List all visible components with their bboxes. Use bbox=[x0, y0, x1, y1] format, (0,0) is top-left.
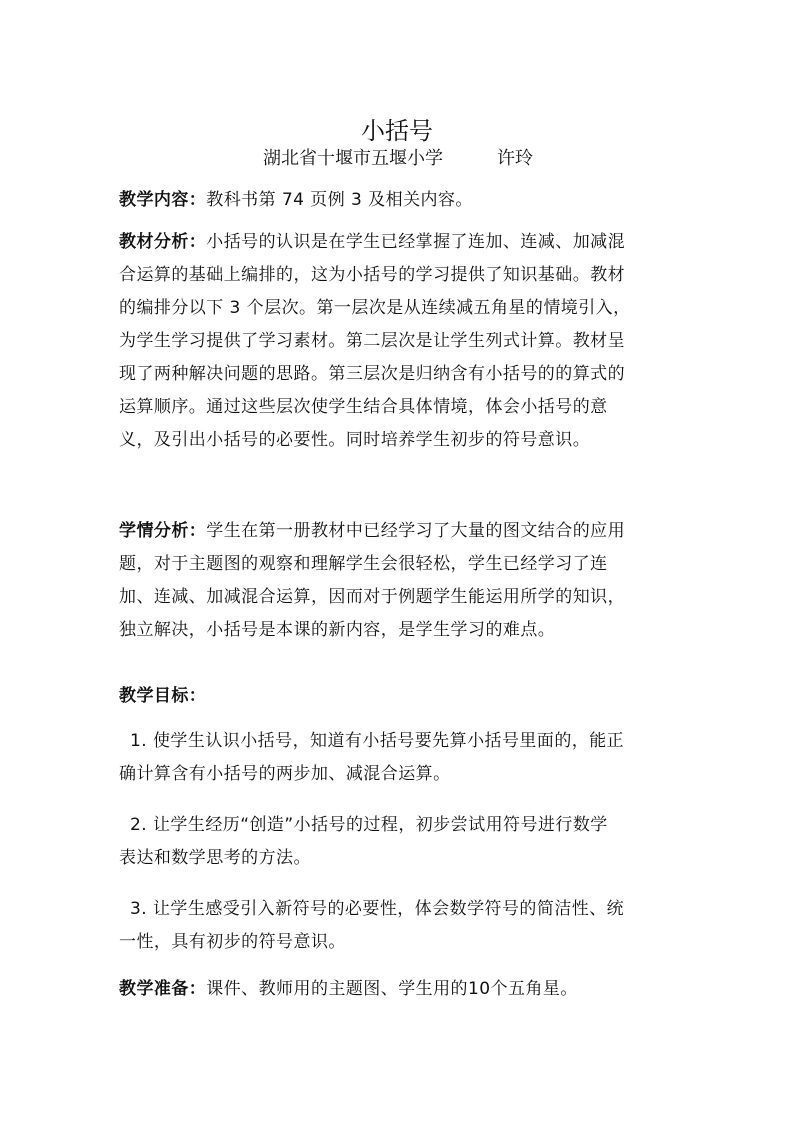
objective-item bbox=[119, 809, 679, 875]
textbook-analysis-line: 的编排分以下 3 个层次。第一层次是从连续减五角星的情境引入， bbox=[119, 298, 631, 318]
learner-analysis-line: 独立解决，小括号是本课的新内容，是学生学习的难点。 bbox=[119, 620, 556, 640]
objective-continuation-line: 确计算含有小括号的两步加、减混合运算。 bbox=[119, 764, 451, 784]
textbook-analysis-line: 为学生学习提供了学习素材。第二层次是让学生列式计算。教材呈 bbox=[119, 331, 626, 351]
learner-analysis-line: 题，对于主题图的观察和理解学生会很轻松，学生已经学习了连 bbox=[119, 554, 608, 574]
objective-item bbox=[119, 893, 679, 959]
objective-continuation-line: 表达和数学思考的方法。 bbox=[119, 848, 311, 868]
learner-analysis-line bbox=[119, 515, 679, 548]
teaching-content-heading: 教学内容： bbox=[119, 190, 207, 210]
textbook-analysis-line: 运算顺序。通过这些层次使学生结合具体情境，体会小括号的意 bbox=[119, 397, 608, 417]
textbook-analysis-line: 现了两种解决问题的思路。第三层次是归纳含有小括号的的算式的 bbox=[119, 364, 626, 384]
author-school: 湖北省十堰市五堰小学 bbox=[263, 148, 443, 169]
textbook-analysis-heading: 教材分析： bbox=[119, 232, 207, 252]
learner-analysis-heading: 学情分析： bbox=[119, 521, 207, 541]
textbook-analysis-line: 义，及引出小括号的必要性。同时培养学生初步的符号意识。 bbox=[119, 430, 591, 450]
teaching-preparation-section bbox=[119, 973, 679, 1006]
author-name: 许玲 bbox=[497, 148, 533, 169]
objective-continuation-line: 一性，具有初步的符号意识。 bbox=[119, 932, 346, 952]
textbook-analysis-text: 小括号的认识是在学生已经掌握了连加、连减、加减混 bbox=[206, 232, 626, 252]
objective-first-line: 2. 让学生经历“创造”小括号的过程，初步尝试用符号进行数学 bbox=[130, 815, 608, 835]
objective-first-line: 3. 让学生感受引入新符号的必要性，体会数学符号的简洁性、统 bbox=[130, 899, 625, 919]
teaching-objectives-heading-block bbox=[119, 680, 679, 713]
author-line bbox=[263, 144, 533, 174]
learner-analysis-line: 加、连减、加减混合运算，因而对于例题学生能运用所学的知识， bbox=[119, 587, 626, 607]
teaching-objectives-heading: 教学目标： bbox=[119, 686, 207, 706]
objective-item bbox=[119, 725, 679, 791]
teaching-content-line bbox=[119, 184, 679, 217]
teaching-preparation-line bbox=[119, 973, 679, 1006]
textbook-analysis-line: 合运算的基础上编排的，这为小括号的学习提供了知识基础。教材 bbox=[119, 265, 626, 285]
teaching-content-text: 教科书第 74 页例 3 及相关内容。 bbox=[206, 190, 473, 210]
teaching-content-section bbox=[119, 184, 679, 217]
objective-first-line: 1. 使学生认识小括号，知道有小括号要先算小括号里面的，能正 bbox=[130, 731, 625, 751]
textbook-analysis-line bbox=[119, 226, 679, 259]
teaching-preparation-text: 课件、教师用的主题图、学生用的10个五角星。 bbox=[206, 979, 578, 999]
learner-analysis-section bbox=[119, 515, 679, 647]
page-title: 小括号 bbox=[361, 117, 433, 146]
learner-analysis-text: 学生在第一册教材中已经学习了大量的图文结合的应用 bbox=[206, 521, 626, 541]
teaching-preparation-heading: 教学准备： bbox=[119, 979, 207, 999]
textbook-analysis-section bbox=[119, 226, 679, 457]
